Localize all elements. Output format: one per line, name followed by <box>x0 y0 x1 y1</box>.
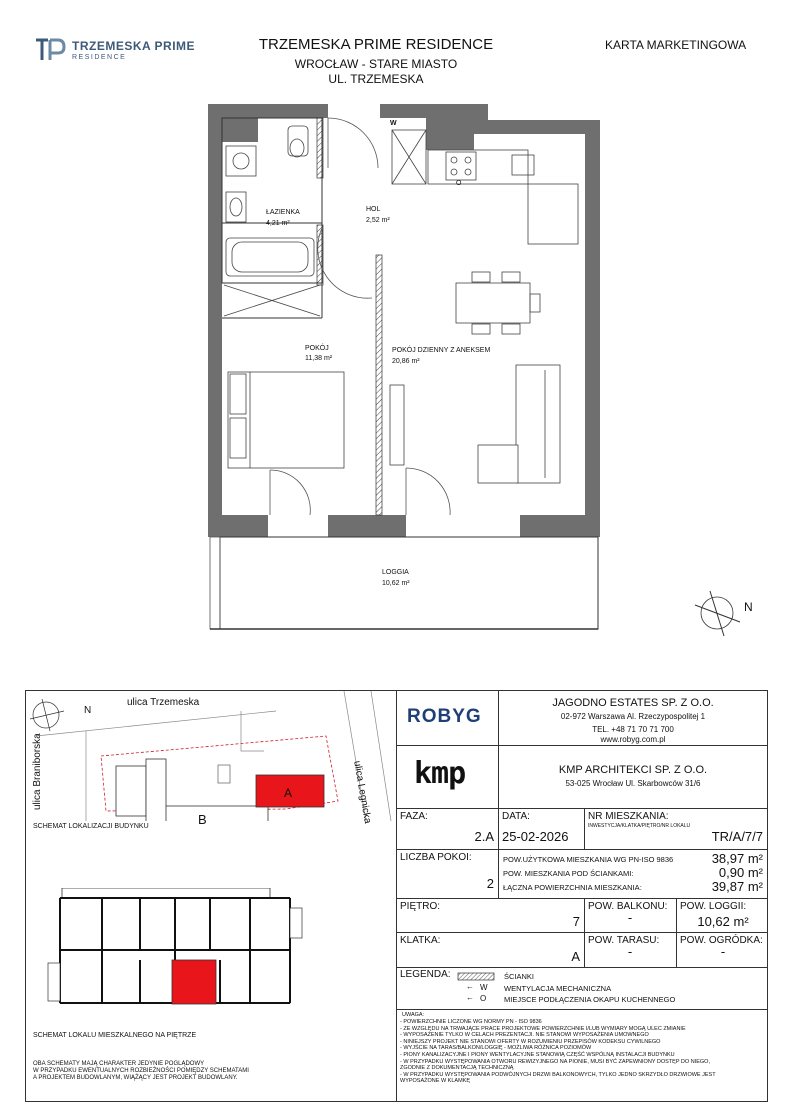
floor-scheme <box>40 888 310 1013</box>
data-label: DATA: <box>502 811 530 822</box>
pietro-label: PIĘTRO: <box>400 901 441 912</box>
note-line: WYPOSAŻONE W KLAMKĘ <box>400 1078 470 1085</box>
room-label-bedroom: POKÓJ <box>305 345 329 352</box>
room-label-living: POKÓJ DZIENNY Z ANEKSEM <box>392 347 491 354</box>
nr-sublabel: INWESTYCJA/KLATKA/PIĘTRO/NR LOKALU <box>588 823 691 829</box>
developer-phone: TEL. +48 71 70 71 700 <box>592 725 674 734</box>
legend-w-symbol: W <box>480 983 488 992</box>
pow-laczna-label: ŁĄCZNA POWIERZCHNIA MIESZKANIA: <box>503 883 642 892</box>
legend-okap: MIEJSCE PODŁĄCZENIA OKAPU KUCHENNEGO <box>504 995 676 1004</box>
north-arrow-icon <box>695 591 740 636</box>
note-line: - POWIERZCHNIE LICZONE WG NORMY PN - ISO 9836 <box>400 1019 542 1025</box>
disclaimer-line-1: OBA SCHEMATY MAJĄ CHARAKTER JEDYNIE POGLĄDOWY <box>33 1061 205 1067</box>
note-line: - W PRZYPADKU WYSTĘPOWANIA PODWÓJNYCH DRZWI BALKONOWYCH, TYLKO JEDNO SKRZYDŁO DRZWIOWE JEST <box>400 1071 716 1078</box>
pow-scianki-value: 0,90 m² <box>718 865 763 880</box>
note-line: - WYPOSAŻENIE TYLKO W CELACH PREZENTACJI. NIE STANOWI WYPOSAŻENIA UMOWNEGO <box>400 1032 649 1039</box>
nr-value: TR/A/7/7 <box>711 829 763 844</box>
street-braniborska: ulica Braniborska <box>32 733 43 810</box>
developer-web: www.robyg.com.pl <box>600 735 666 744</box>
klatka-value: A <box>571 949 580 964</box>
notes-title: UWAGA: <box>402 1012 425 1018</box>
street-trzemeska: ulica Trzemeska <box>127 697 200 708</box>
legend-o-symbol: O <box>480 994 487 1003</box>
notes-list <box>400 1019 765 1085</box>
document-type: KARTA MARKETINGOWA <box>605 38 747 52</box>
floor-scheme-caption: SCHEMAT LOKALU MIESZKALNEGO NA PIĘTRZE <box>33 1032 197 1039</box>
legend-label: LEGENDA: <box>400 969 451 980</box>
site-caption: SCHEMAT LOKALIZACJI BUDYNKU <box>33 823 149 830</box>
pow-uzytkowa-value: 38,97 m² <box>711 851 763 866</box>
disclaimer-line-2: W PRZYPADKU EWENTUALNYCH ROZBIEŻNOŚCI POMIĘDZY SCHEMATAMI <box>33 1068 249 1074</box>
faza-value: 2.A <box>474 829 494 844</box>
developer-name: JAGODNO ESTATES SP. Z O.O. <box>552 697 714 709</box>
page-title: TRZEMESKA PRIME RESIDENCE <box>258 36 494 53</box>
pow-scianki-label: POW. MIESZKANIA POD ŚCIANKAMI: <box>503 869 634 878</box>
architect-address: 53-025 Wrocław Ul. Skarbowców 31/6 <box>565 779 701 788</box>
site-north-icon <box>30 699 64 731</box>
note-line: - ZE WZGLĘDU NA TRWAJĄCE PRACE PROJEKTOWE POWIERZCHNIE I/LUB WYMIARY MOGĄ ULEC ZMIANIE <box>400 1025 686 1032</box>
building-a-label: A <box>284 786 293 800</box>
klatka-label: KLATKA: <box>400 935 441 946</box>
room-area-hall: 2,52 m² <box>366 217 390 224</box>
taras-label: POW. TARASU: <box>588 935 660 946</box>
location-line-2: UL. TRZEMESKA <box>328 72 424 86</box>
site-plan <box>26 691 395 821</box>
balkon-label: POW. BALKONU: <box>588 901 668 912</box>
hood-o-mark: O <box>456 180 462 187</box>
location-line-1: WROCŁAW - STARE MIASTO <box>294 57 458 71</box>
pokoje-label: LICZBA POKOI: <box>400 852 472 863</box>
room-label-hall: HOL <box>366 206 381 213</box>
balkon-value: - <box>627 910 633 925</box>
legend-wentylacja: WENTYLACJA MECHANICZNA <box>504 984 612 993</box>
note-line: - PIONY KANALIZACYJNE I PIONY WENTYLACYJNE STANOWIĄ CZĘŚĆ WSPÓLNĄ INSTALACJI BUDYNKU <box>400 1051 675 1058</box>
hatch-swatch-icon <box>457 972 497 982</box>
room-label-bathroom: ŁAZIENKA <box>266 209 300 216</box>
loggia-value: 10,62 m² <box>697 914 749 929</box>
disclaimer-line-3: A PROJEKTEM BUDOWLANYM, WIĄŻĄCY JEST PROJEKT BUDOWLANY. <box>33 1075 238 1081</box>
note-line: - W PRZYPADKU WYSTĘPOWANIA OTWORU REWIZYJNEGO NA PIONIE, MUSI BYĆ ZAPEWNIONY DOSTĘP DO NIEGO, <box>400 1058 710 1065</box>
pietro-value: 7 <box>572 914 580 929</box>
pow-laczna-value: 39,87 m² <box>711 879 763 894</box>
ogrodek-value: - <box>720 944 726 959</box>
pow-uzytkowa-label: POW.UŻYTKOWA MIESZKANIA WG PN-ISO 9836 <box>503 855 674 864</box>
data-value: 25-02-2026 <box>502 829 569 844</box>
faza-label: FAZA: <box>400 811 428 822</box>
pokoje-value: 2 <box>486 876 494 891</box>
note-line: - WYJŚCIE NA TARAS/BALKON/LOGGIĘ - MOŻLIWA RÓŻNICA POZIOMÓW <box>400 1045 592 1052</box>
taras-value: - <box>627 944 633 959</box>
kmp-logo: kmp <box>414 756 466 791</box>
legend-w-arrow-icon: ← <box>466 982 474 991</box>
architect-name: KMP ARCHITEKCI SP. Z O.O. <box>558 764 708 776</box>
note-line: ZGODNIE Z DOKUMENTACJĄ TECHNICZNĄ <box>400 1065 514 1072</box>
room-area-bathroom: 4,21 m² <box>266 220 290 227</box>
room-area-living: 20,86 m² <box>392 358 420 365</box>
logo-name: TRZEMESKA PRIME <box>72 39 196 53</box>
building-b-label: B <box>198 812 207 827</box>
site-north-label: N <box>84 705 92 716</box>
logo-sub: RESIDENCE <box>72 54 127 61</box>
street-legnicka: ulica Legnicka <box>351 760 374 825</box>
north-label: N <box>744 600 753 614</box>
room-label-loggia: LOGGIA <box>382 569 409 576</box>
note-line: - NINIEJSZY PROJEKT NIE STANOWI OFERTY W ROZUMIENIU PRZEPISÓW KODEKSU CYWILNEGO <box>400 1038 661 1045</box>
loggia-label: POW. LOGGII: <box>680 901 747 912</box>
robyg-logo: ROBYG <box>407 706 482 727</box>
legend-o-arrow-icon: ← <box>466 993 474 1002</box>
vent-w-mark: W <box>390 120 397 127</box>
nr-label: NR MIESZKANIA: <box>588 811 669 822</box>
developer-address: 02-972 Warszawa Al. Rzeczypospolitej 1 <box>560 712 706 721</box>
room-area-loggia: 10,62 m² <box>382 580 410 587</box>
legend-scianki: ŚCIANKI <box>504 972 535 981</box>
ogrodek-label: POW. OGRÓDKA: <box>680 935 763 946</box>
room-area-bedroom: 11,38 m² <box>305 355 333 362</box>
